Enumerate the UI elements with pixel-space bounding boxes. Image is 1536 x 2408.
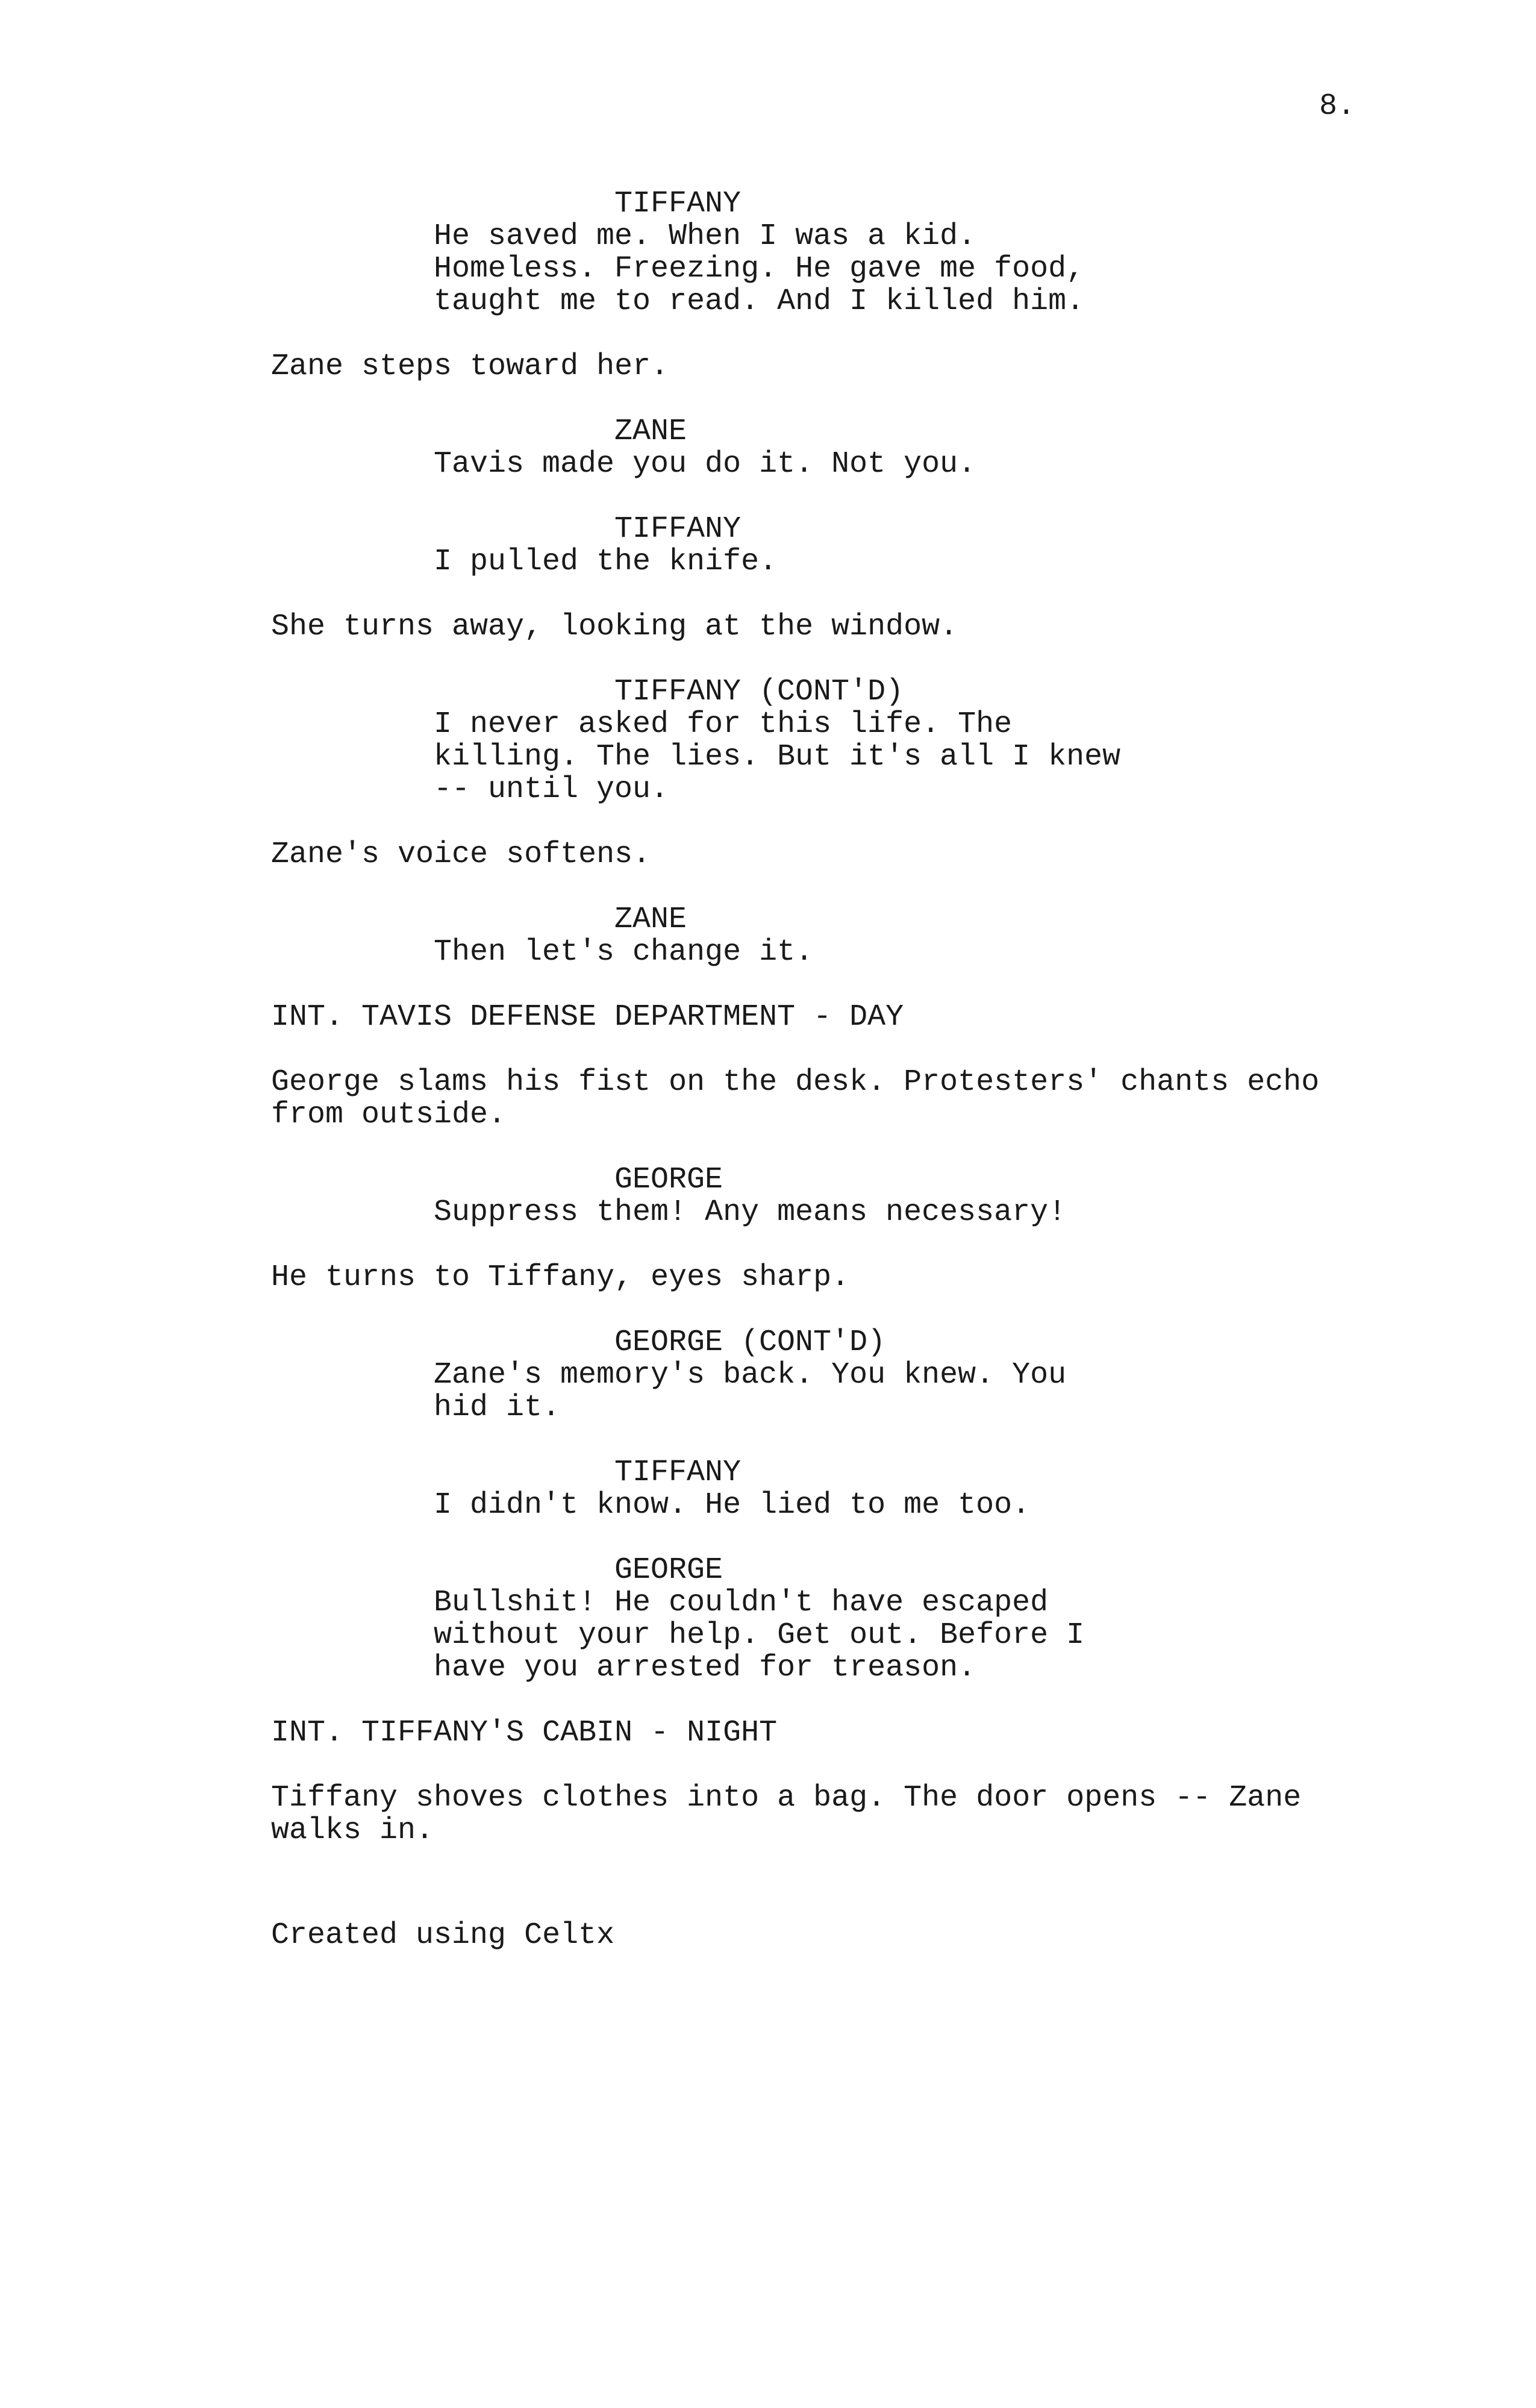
dialogue-line: Homeless. Freezing. He gave me food,	[434, 252, 1085, 286]
action-line: He turns to Tiffany, eyes sharp.	[271, 1260, 850, 1295]
dialogue-line: Suppress them! Any means necessary!	[434, 1195, 1067, 1230]
dialogue-line: have you arrested for treason.	[434, 1651, 976, 1685]
action-line: Zane steps toward her.	[271, 349, 669, 384]
dialogue-line: I didn't know. He lied to me too.	[434, 1488, 1031, 1522]
dialogue-line: taught me to read. And I killed him.	[434, 284, 1085, 319]
character-name: GEORGE	[614, 1553, 723, 1587]
character-name: ZANE	[614, 414, 687, 449]
dialogue-line: hid it.	[434, 1390, 561, 1425]
action-line: walks in.	[271, 1813, 434, 1848]
dialogue-line: He saved me. When I was a kid.	[434, 219, 976, 254]
scene-heading: INT. TIFFANY'S CABIN - NIGHT	[271, 1716, 778, 1750]
dialogue-line: I pulled the knife.	[434, 545, 778, 579]
action-line: from outside.	[271, 1098, 507, 1132]
character-name: ZANE	[614, 902, 687, 937]
action-line: Zane's voice softens.	[271, 837, 651, 872]
dialogue-line: -- until you.	[434, 772, 669, 807]
character-name: GEORGE	[614, 1163, 723, 1197]
scene-heading: INT. TAVIS DEFENSE DEPARTMENT - DAY	[271, 1000, 904, 1034]
action-line: George slams his fist on the desk. Protesters' chants echo	[271, 1065, 1320, 1099]
dialogue-line: killing. The lies. But it's all I knew	[434, 740, 1121, 774]
character-name: TIFFANY	[614, 1456, 741, 1490]
dialogue-line: Then let's change it.	[434, 935, 814, 969]
footer-credit: Created using Celtx	[271, 1918, 615, 1953]
character-name: TIFFANY	[614, 512, 741, 546]
character-name: TIFFANY	[614, 187, 741, 221]
dialogue-line: Tavis made you do it. Not you.	[434, 447, 976, 481]
dialogue-line: without your help. Get out. Before I	[434, 1618, 1085, 1653]
character-name: TIFFANY (CONT'D)	[614, 675, 904, 709]
action-line: Tiffany shoves clothes into a bag. The door opens -- Zane	[271, 1781, 1302, 1815]
dialogue-line: I never asked for this life. The	[434, 707, 1013, 742]
character-name: GEORGE (CONT'D)	[614, 1325, 886, 1360]
page-number: 8.	[1319, 89, 1356, 124]
dialogue-line: Bullshit! He couldn't have escaped	[434, 1586, 1049, 1620]
dialogue-line: Zane's memory's back. You knew. You	[434, 1358, 1067, 1392]
action-line: She turns away, looking at the window.	[271, 610, 958, 644]
